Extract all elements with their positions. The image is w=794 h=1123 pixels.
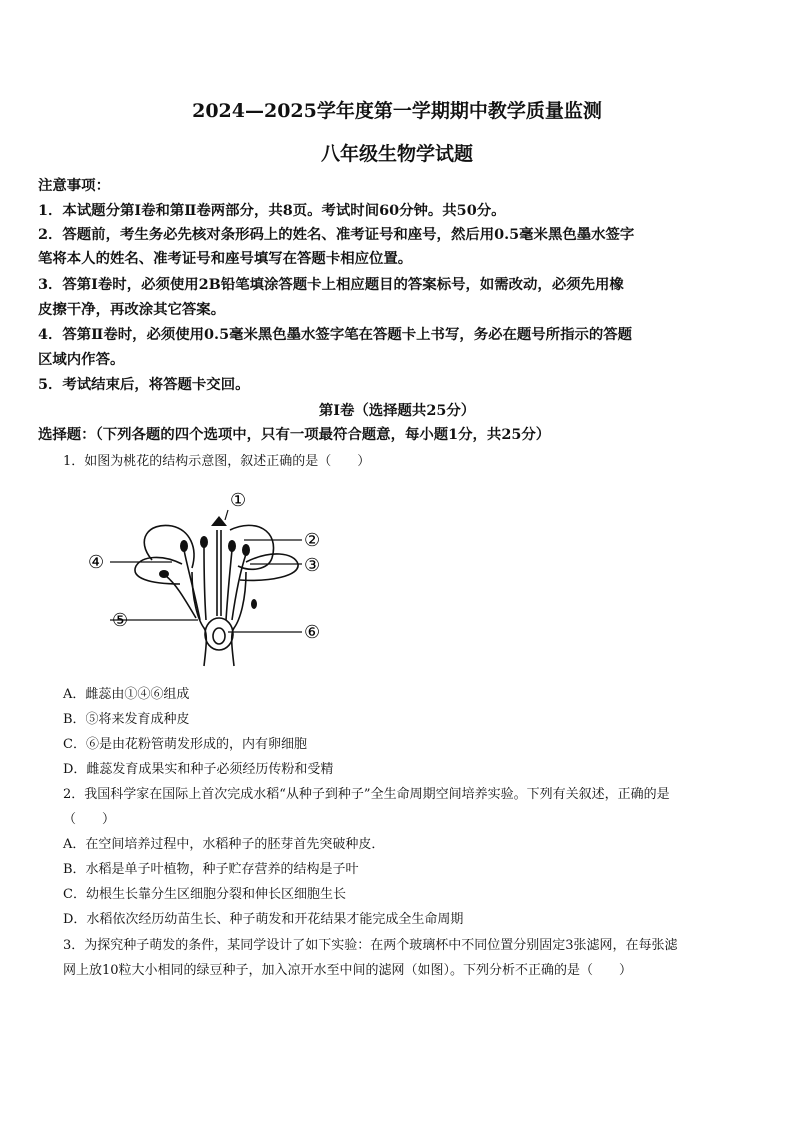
exam-title: 2024—2025学年度第一学期期中教学质量监测 [192, 100, 602, 122]
figure-label-4: ④ [88, 552, 105, 573]
note-line: 皮擦干净，再改涂其它答案。 [38, 301, 226, 318]
question-1-stem: 1．如图为桃花的结构示意图，叙述正确的是（ ） [63, 454, 371, 469]
question-1-option-a: A．雌蕊由①④⑥组成 [63, 687, 190, 702]
note-line: 1．本试题分第Ⅰ卷和第Ⅱ卷两部分，共8页。考试时间60分钟。共50分。 [38, 202, 506, 219]
question-2-stem: 2．我国科学家在国际上首次完成水稻“从种子到种子”全生命周期空间培养实验。下列有关叙述，正确的是 [63, 787, 670, 802]
question-2-option-c: C．幼根生长靠分生区细胞分裂和伸长区细胞生长 [63, 887, 346, 902]
question-2-option-d: D．水稻依次经历幼苗生长、种子萌发和开花结果才能完成全生命周期 [63, 912, 464, 927]
question-3-stem: 3．为探究种子萌发的条件，某同学设计了如下实验：在两个玻璃杯中不同位置分别固定3张滤网，在每张滤 [63, 938, 678, 953]
question-2-option-a: A．在空间培养过程中，水稻种子的胚芽首先突破种皮． [63, 837, 385, 852]
section-instruction: 选择题：（下列各题的四个选项中，只有一项最符合题意，每小题1分，共25分） [38, 426, 551, 443]
note-line: 4．答第Ⅱ卷时，必须使用0.5毫米黑色墨水签字笔在答题卡上书写，务必在题号所指示的答题 [38, 326, 633, 343]
question-1-option-c: C．⑥是由花粉管萌发形成的，内有卵细胞 [63, 737, 307, 752]
figure-label-5: ⑤ [112, 610, 129, 631]
question-2-option-b: B．水稻是单子叶植物，种子贮存营养的结构是子叶 [63, 862, 359, 877]
section-title: 第Ⅰ卷（选择题共25分） [318, 402, 476, 419]
note-line: 3．答第Ⅰ卷时，必须使用2B铅笔填涂答题卡上相应题目的答案标号，如需改动，必须先用橡 [38, 276, 624, 293]
exam-subtitle: 八年级生物学试题 [320, 143, 473, 165]
question-3-stem-cont: 网上放10粒大小相同的绿豆种子，加入凉开水至中间的滤网（如图）。下列分析不正确的是（ ） [63, 963, 633, 978]
note-line: 区域内作答。 [38, 351, 125, 368]
question-2-stem-cont: （ ） [63, 812, 116, 827]
figure-label-2: ② [304, 530, 321, 551]
notes-heading: 注意事项： [38, 177, 110, 194]
figure-label-3: ③ [304, 555, 321, 576]
note-line: 5．考试结束后，将答题卡交回。 [38, 376, 250, 393]
note-line: 笔将本人的姓名、准考证号和座号填写在答题卡相应位置。 [38, 250, 413, 267]
question-1-option-d: D．雌蕊发育成果实和种子必须经历传粉和受精 [63, 762, 334, 777]
peach-flower-diagram [80, 480, 340, 680]
figure-label-6: ⑥ [304, 622, 321, 643]
note-line: 2．答题前，考生务必先核对条形码上的姓名、准考证号和座号，然后用0.5毫米黑色墨水签字 [38, 226, 635, 243]
figure-label-1: ① [230, 490, 247, 511]
question-1-option-b: B．⑤将来发育成种皮 [63, 712, 190, 727]
